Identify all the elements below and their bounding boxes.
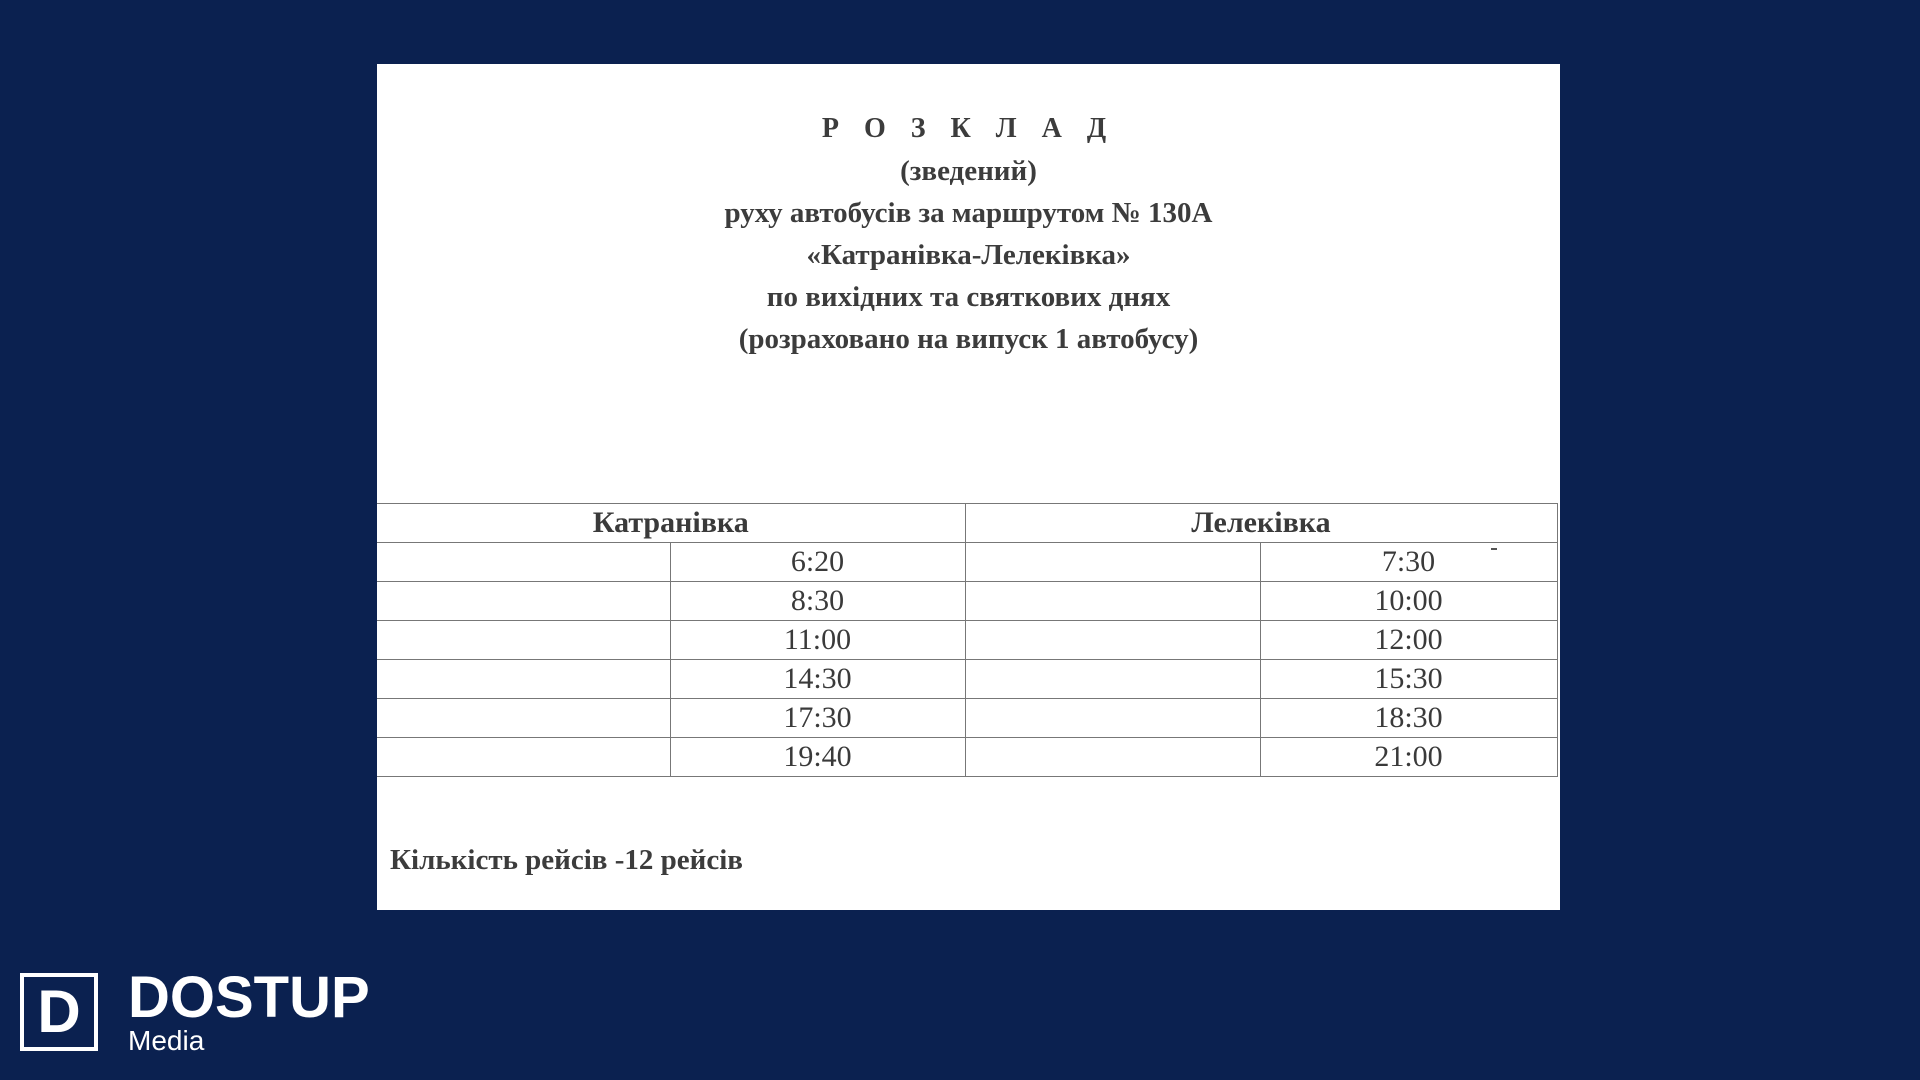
katranivka-time: 19:40	[670, 738, 965, 777]
heading-line-3: «Катранівка-Лелеківка»	[806, 239, 1131, 271]
katranivka-time: 11:00	[670, 621, 965, 660]
trip-count-note: Кількість рейсів -12 рейсів	[390, 844, 743, 876]
document-title: Р О З К Л А Д	[821, 113, 1116, 144]
katranivka-time: 6:20	[670, 543, 965, 582]
table-header-row	[377, 504, 1557, 543]
document-heading	[377, 108, 1560, 360]
lelekivka-time: 18:30	[1260, 699, 1557, 738]
heading-line-1: (зведений)	[900, 155, 1037, 187]
heading-line-5: (розраховано на випуск 1 автобусу)	[738, 323, 1199, 355]
katranivka-time: 14:30	[670, 660, 965, 699]
brand-logo	[20, 965, 420, 1058]
schedule-document	[377, 64, 1560, 910]
lelekivka-time: 12:00	[1260, 621, 1557, 660]
brand-subtitle: Media	[128, 1025, 205, 1056]
katranivka-time: 17:30	[670, 699, 965, 738]
empty-cell	[965, 543, 1260, 582]
katranivka-time: 8:30	[670, 582, 965, 621]
header-lelekivka: Лелеківка	[965, 504, 1557, 543]
table-row	[377, 660, 1557, 699]
empty-cell	[377, 621, 670, 660]
lelekivka-time: 21:00	[1260, 738, 1557, 777]
schedule-table	[377, 503, 1558, 777]
empty-cell	[965, 621, 1260, 660]
table-row	[377, 738, 1557, 777]
empty-cell	[377, 738, 670, 777]
lelekivka-time: 10:00	[1260, 582, 1557, 621]
lelekivka-time: 7:30	[1260, 543, 1557, 582]
table-row	[377, 543, 1557, 582]
empty-cell	[965, 738, 1260, 777]
empty-cell	[965, 660, 1260, 699]
empty-cell	[377, 582, 670, 621]
empty-cell	[377, 543, 670, 582]
table-row	[377, 582, 1557, 621]
table-row	[377, 699, 1557, 738]
heading-line-2: руху автобусів за маршрутом № 130А	[724, 197, 1213, 229]
lelekivka-time: 15:30	[1260, 660, 1557, 699]
header-katranivka: Катранівка	[377, 504, 965, 543]
empty-cell	[965, 582, 1260, 621]
stray-mark	[1491, 548, 1497, 550]
heading-line-4: по вихідних та святкових днях	[766, 281, 1171, 313]
empty-cell	[965, 699, 1260, 738]
empty-cell	[377, 660, 670, 699]
empty-cell	[377, 699, 670, 738]
brand-name: DOSTUP	[128, 965, 370, 1030]
table-row	[377, 621, 1557, 660]
logo-mark-icon: D	[20, 973, 98, 1051]
